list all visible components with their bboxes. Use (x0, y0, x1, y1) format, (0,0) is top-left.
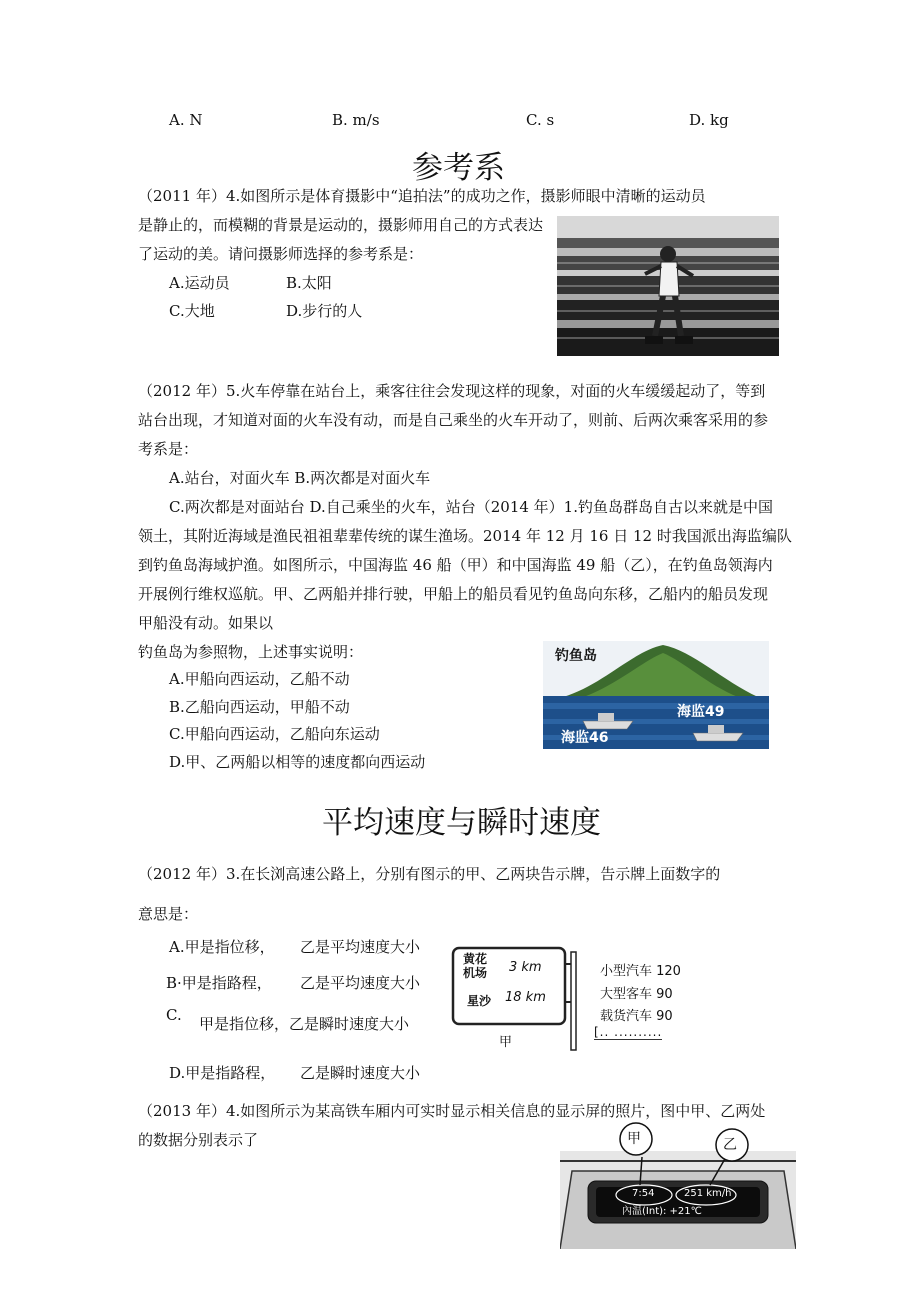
q2-line9: 甲船没有动。如果以 (138, 614, 274, 632)
option-b-mps: B. m/s (332, 111, 380, 129)
q3-line1: （2012 年）3.在长浏高速公路上，分别有图示的甲、乙两块告示牌，告示牌上面数字的 (138, 865, 721, 883)
q3-option-c-letter: C. (166, 1006, 182, 1024)
q2-line2: 站台出现，才知道对面的火车没有动，而是自己乘坐的火车开动了，则前、后两次乘客采用的参 (138, 411, 769, 429)
diaoyu-island-photo (543, 641, 769, 749)
q3-option-c-text: 甲是指位移，乙是瞬时速度大小 (199, 1015, 410, 1033)
display-speed: 251 km/h (684, 1188, 732, 1199)
option-d-kg: D. kg (689, 111, 729, 129)
q1-option-d: D.步行的人 (286, 302, 363, 320)
q2-line10: 钓鱼岛为参照物，上述事实说明： (138, 643, 364, 661)
highway-signs-figure (451, 942, 691, 1052)
q2-line4: A.站台，对面火车 B.两次都是对面火车 (169, 469, 431, 487)
option-a-newton: A. N (169, 111, 203, 129)
q3-option-d-part1: D.甲是指路程， (169, 1064, 276, 1082)
q3-option-b-part1: B·甲是指路程， (166, 974, 272, 992)
display-temperature: 內温(Int): +21℃ (622, 1206, 702, 1217)
q4-line1: （2013 年）4.如图所示为某高铁车厢内可实时显示相关信息的显示屏的照片，图中甲、乙两处 (138, 1102, 766, 1120)
train-display-photo (560, 1121, 796, 1249)
sign-distance2: 18 km (505, 990, 546, 1005)
island-label: 钓鱼岛 (555, 648, 597, 664)
sign-distance1: 3 km (509, 960, 542, 975)
q1-line2: 是静止的，而模糊的背景是运动的，摄影师用自己的方式表达 (138, 216, 544, 234)
q2-line3: 考系是： (138, 440, 199, 458)
speed-limit-small-car: 小型汽车 120 (600, 964, 681, 979)
sign-place2: 星沙 (467, 994, 492, 1008)
q1-option-c: C.大地 (169, 302, 215, 320)
speed-limit-truck: 载货汽车 90 (600, 1009, 673, 1024)
q3-line2: 意思是： (138, 905, 199, 923)
section-title-reference-frame: 参考系 (412, 150, 505, 186)
q3-option-a-part1: A.甲是指位移， (169, 938, 275, 956)
q2-option-b: B.乙船向西运动，甲船不动 (169, 698, 350, 716)
q3-option-d-part2: 乙是瞬时速度大小 (300, 1064, 421, 1082)
ship49-label: 海监49 (677, 704, 725, 720)
q2-line6: 领土，其附近海域是渔民祖祖辈辈传统的谋生渔场。2014 年 12 月 16 日 12 时我国派出海监编队 (138, 527, 792, 545)
section-title-speed: 平均速度与瞬时速度 (322, 805, 601, 841)
q2-option-c: C.甲船向西运动，乙船向东运动 (169, 725, 380, 743)
q1-line1: （2011 年）4.如图所示是体育摄影中“追拍法”的成功之作，摄影师眼中清晰的运动员 (138, 187, 706, 205)
q1-line3: 了运动的美。请问摄影师选择的参考系是： (138, 245, 424, 263)
q2-line5: C.两次都是对面站台 D.自己乘坐的火车，站台（2014 年）1.钓鱼岛群岛自古以来就是中国 (169, 498, 773, 516)
q1-option-b: B.太阳 (286, 274, 332, 292)
display-time: 7:54 (632, 1188, 655, 1199)
sign-dots: [.. .......... (594, 1025, 663, 1039)
q3-option-a-part2: 乙是平均速度大小 (300, 938, 421, 956)
display-label-yi: 乙 (723, 1137, 737, 1153)
skater-photo (557, 216, 779, 356)
q3-option-b-part2: 乙是平均速度大小 (300, 974, 421, 992)
option-c-second: C. s (526, 111, 555, 129)
display-label-jia: 甲 (627, 1131, 641, 1147)
q2-line7: 到钓鱼岛海域护渔。如图所示，中国海监 46 船（甲）和中国海监 49 船（乙），在钓鱼岛领海内 (138, 556, 773, 574)
q2-line1: （2012 年）5.火车停靠在站台上，乘客往往会发现这样的现象，对面的火车缓缓起动了，等到 (138, 382, 766, 400)
q2-option-a: A.甲船向西运动，乙船不动 (169, 670, 350, 688)
q2-option-d: D.甲、乙两船以相等的速度都向西运动 (169, 753, 426, 771)
sign-place1-line1: 黄花 (463, 952, 488, 966)
speed-limit-bus: 大型客车 90 (600, 987, 673, 1002)
q4-line2: 的数据分别表示了 (138, 1131, 259, 1149)
ship46-label: 海监46 (561, 730, 609, 746)
q2-line8: 开展例行维权巡航。甲、乙两船并排行驶，甲船上的船员看见钓鱼岛向东移，乙船内的船员发现 (138, 585, 769, 603)
sign-label-jia: 甲 (499, 1035, 513, 1050)
sign-place1-line2: 机场 (463, 966, 488, 980)
q1-option-a: A.运动员 (169, 274, 230, 292)
